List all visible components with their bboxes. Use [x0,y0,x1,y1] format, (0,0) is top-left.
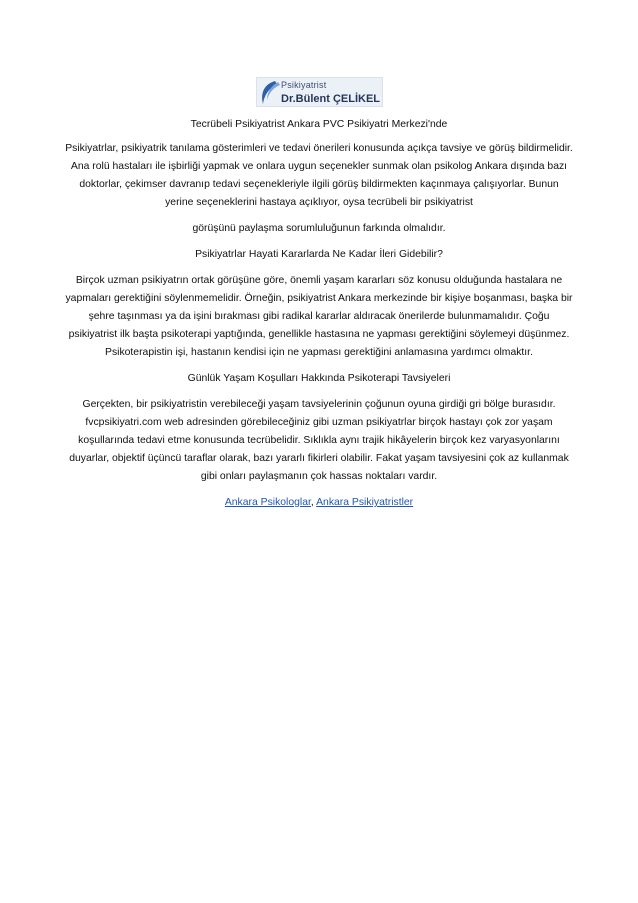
logo-name: Dr.Bülent ÇELİKEL [281,93,381,105]
link-ankara-psikiyatristler[interactable]: Ankara Psikiyatristler [316,497,414,508]
heading-2: Psikiyatrlar Hayati Kararlarda Ne Kadar İleri Gidebilir? [195,249,443,260]
paragraph-1: Psikiyatrlar, psikiyatrik tanılama gösterimleri ve tedavi önerileri konusunda açıkça tavsiye ve görüş bildirmelidir. Ana rolü hastaları ile işbirliği yapmak ve onlara uygun seçenekler sunmak olan psikolog Ankara dışında bazı doktorlar, çekimser davranıp tedavi seçenekleriyle ilgili görüş bildirmekten kaçınmaya çalışıyorlar. Bunun yerine seçeneklerini hastaya açıklıyor, oysa tecrübeli bir psikiyatrist [65,143,573,208]
article-body [64,116,574,512]
swoosh-logo-icon [257,78,283,107]
paragraph-3: Gerçekten, bir psikiyatristin verebileceği yaşam tavsiyelerinin çoğunun oyuna girdiği gri bölge burasıdır. fvcpsikiyatri.com web adresinden görebileceğiniz gibi uzman psikiyatrlar birçok hastayı çok zor yaşam koşullarında tedavi etme konusunda tecrübelidir. Sıklıkla aynı trajik hikâyelerin birçok kez varyasyonlarını duyarlar, objektif üçüncü taraflar olarak, bazı yararlı fikirleri olabilir. Fakat yaşam tavsiyesini çok az kullanmak gibi onları paylaşmanın çok hassas noktaları vardır. [69,399,569,482]
logo-title: Psikiyatrist [281,80,327,90]
link-separator: , [310,497,314,508]
paragraph-2: Birçok uzman psikiyatrın ortak görüşüne göre, önemli yaşam kararları söz konusu olduğunda hastalara ne yapmaları gerektiğini söylenmemelidir. Örneğin, psikiyatrist Ankara merkezinde bir kişiye boşanması, başka bir şehre taşınması ya da işini bırakması gibi radikal kararlar aldıracak önerilerde bulunmamalıdır. Çoğu psikiyatrist ilk başta psikoterapi yaptığında, genellikle hastasına ne yapması gerektiğini söylemeyi düşünmez. Psikoterapistin işi, hastanın kendisi için ne yapması gerektiğini anlamasına yardımcı olmaktır. [65,275,573,358]
heading-3: Günlük Yaşam Koşulları Hakkında Psikoterapi Tavsiyeleri [187,373,451,384]
link-ankara-psikologlar[interactable]: Ankara Psikologlar [224,497,311,508]
link-row [64,494,574,512]
paragraph-1-continued: görüşünü paylaşma sorumluluğunun farkında olmalıdır. [192,223,446,234]
heading-1: Tecrübeli Psikiyatrist Ankara PVC Psikiyatri Merkezi'nde [190,119,448,130]
logo [256,77,383,107]
